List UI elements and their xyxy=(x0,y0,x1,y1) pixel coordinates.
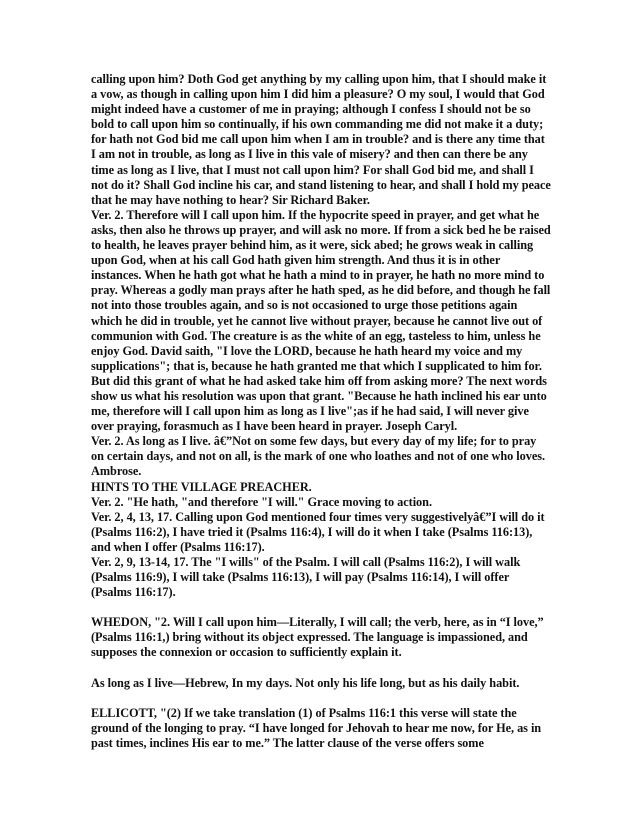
paragraph-as-long-as-i-live: As long as I live—Hebrew, In my days. Not only his life long, but as his daily habit. xyxy=(91,675,520,690)
paragraph-baker-continuation: calling upon him? Doth God get anything by my calling upon him, that I should make it a vow, as though in calling upon him I did him a pleasure? O my soul, I would that God might indeed have a customer of me in praying; although I confess I should not be so bold to call upon him so continually, if his own commanding me did not make it a duty; for hath not God bid me call upon him when I am in trouble? and is there any time that I am not in trouble, as long as I live in this vale of misery? and then can there be any time as long as I live, that I must not call upon him? For shall God bid me, and shall I not do it? Shall God incline his car, and stand listening to hear, and shall I hold my peace that he may have nothing to hear? Sir Richard Baker. xyxy=(91,72,551,207)
paragraph-gap xyxy=(91,661,551,676)
hint-i-wills: Ver. 2, 9, 13-14, 17. The "I wills" of the Psalm. I will call (Psalms 116:2), I will walk (Psalms 116:9), I will take (Psalms 116:13), I will pay (Psalms 116:14), I will offer (Psalms 116:17). xyxy=(91,555,521,600)
paragraph-gap xyxy=(91,600,551,615)
document-text xyxy=(91,72,551,751)
hint-calling-four-times: Ver. 2, 4, 13, 17. Calling upon God mentioned four times very suggestivelyâ€”I will do it (Psalms 116:2), I have tried it (Psalms 116:4), I will do it when I take (Psalms 116:13), and when I offer (Psalms 116:17). xyxy=(91,509,545,554)
section-heading-hints: HINTS TO THE VILLAGE PREACHER. xyxy=(91,479,312,494)
paragraph-ellicott: ELLICOTT, "(2) If we take translation (1) of Psalms 116:1 this verse will state the ground of the longing to pray. “I have longed for Jehovah to hear me now, for He, as in past times, inclines His ear to me.” The latter clause of the verse offers some xyxy=(91,705,542,750)
paragraph-ambrose: Ver. 2. As long as I live. â€”Not on some few days, but every day of my life; for to pray on certain days, and not on all, is the mark of one who loathes and not of one who loves. Ambrose. xyxy=(91,434,545,479)
paragraph-caryl: Ver. 2. Therefore will I call upon him. If the hypocrite speed in prayer, and get what he asks, then also he throws up prayer, and will ask no more. If from a sick bed he be raised to health, he leaves prayer behind him, as it were, sick abed; he grows weak in calling upon God, when at his call God hath given him strength. And thus it is in other instances. When he hath got what he hath a mind to in prayer, he hath no more mind to pray. Whereas a godly man prays after he hath sped, as he did before, and though he fall not into those troubles again, and so is not occasioned to urge those petitions again which he did in trouble, yet he cannot live without prayer, because he cannot live out of communion with God. The creature is as the white of an egg, tasteless to him, unless he enjoy God. David saith, "I love the LORD, because he hath heard my voice and my supplications"; that is, because he hath granted me that which I supplicated to him for. But did this grant of what he had asked take him off from asking more? The next words show us what his resolution was upon that grant. "Because he hath inclined his ear unto me, therefore will I call upon him as long as I live";as if he had said, I will never give over praying, forasmuch as I have been heard in prayer. Joseph Caryl. xyxy=(91,207,551,434)
paragraph-whedon: WHEDON, "2. Will I call upon him—Literally, I will call; the verb, here, as in “I love,” (Psalms 116:1,) bring without its object expressed. The language is impassioned, and supposes the connexion or occasion to sufficiently explain it. xyxy=(91,615,544,660)
hint-grace-moving: Ver. 2. "He hath, "and therefore "I will." Grace moving to action. xyxy=(91,494,432,509)
paragraph-gap xyxy=(91,691,551,706)
